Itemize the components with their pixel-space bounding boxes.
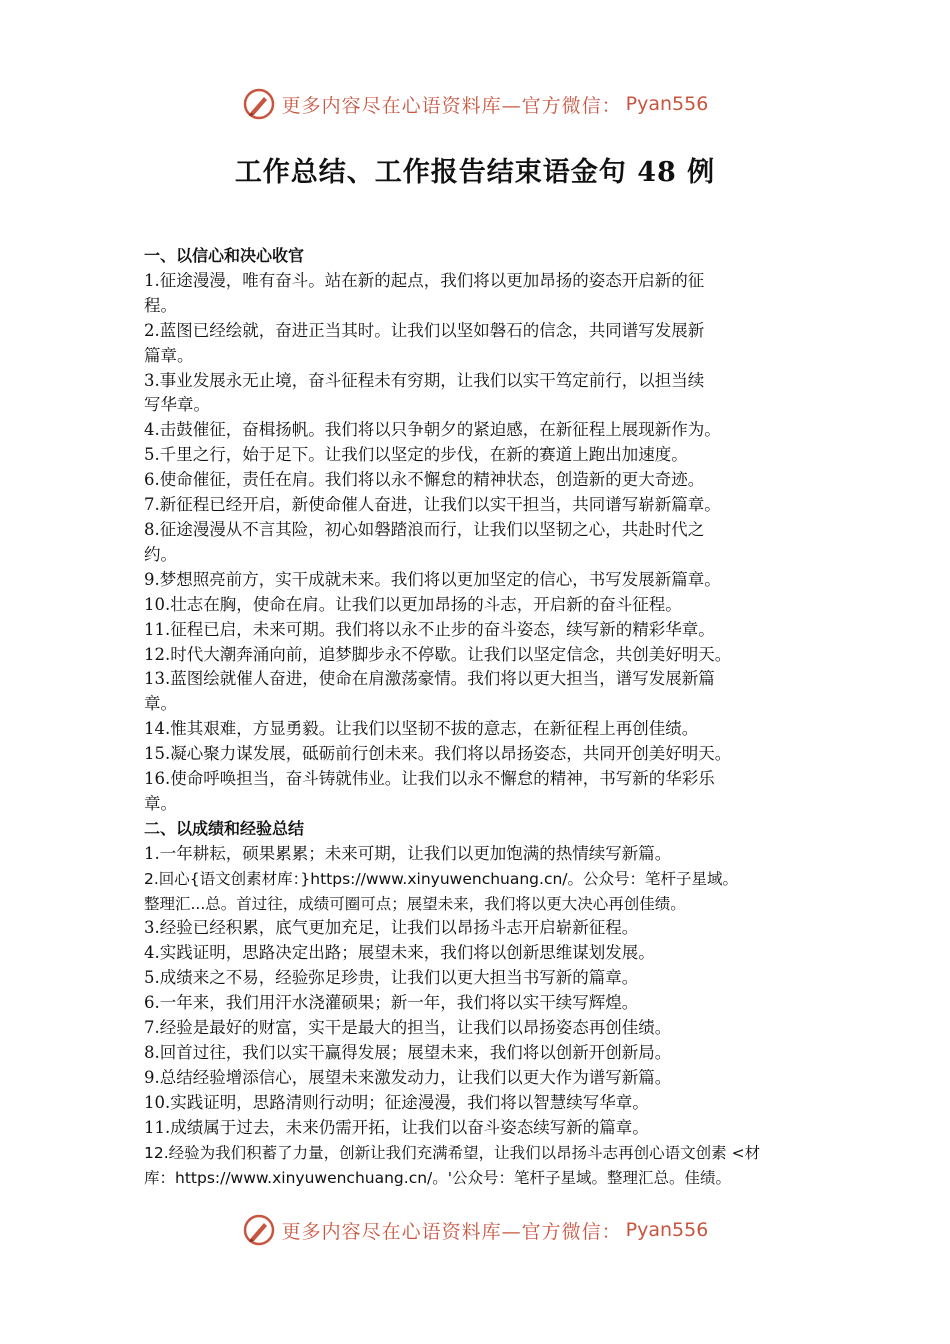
text-line: 8.征途漫漫从不言其险，初心如磐踏浪而行，让我们以坚韧之心，共赴时代之 <box>144 519 705 539</box>
text-line: 7.新征程已经开启，新使命催人奋进，让我们以实干担当，共同谱写崭新篇章。 <box>144 495 721 515</box>
text-line: 章。 <box>144 793 177 813</box>
text-line: 6.使命催征，责任在肩。我们将以永不懈怠的精神状态，创造新的更大奇迹。 <box>144 470 705 490</box>
header-banner <box>0 84 950 124</box>
text-line: 10.实践证明，思路清则行动明；征途漫漫，我们将以智慧续写华章。 <box>144 1092 649 1112</box>
text-line: 5.千里之行，始于足下。让我们以坚定的步伐，在新的赛道上跑出加速度。 <box>144 445 688 465</box>
pen-logo-icon <box>242 87 276 121</box>
banner-text: 更多内容尽在心语资料库—官方微信： <box>281 1220 622 1243</box>
document-title: 工作总结、工作报告结束语金句 48 例 <box>234 157 716 188</box>
text-line: 约。 <box>144 544 177 564</box>
banner-wechat-id: Pyan556 <box>625 93 709 115</box>
section-heading: 二、以成绩和经验总结 <box>144 818 305 838</box>
text-line: 12.时代大潮奔涌向前，追梦脚步永不停歇。让我们以坚定信念，共创美好明天。 <box>144 644 732 664</box>
text-line: 15.凝心聚力谋发展，砥砺前行创未来。我们将以昂扬姿态，共同开创美好明天。 <box>144 744 732 764</box>
text-line: 2.蓝图已经绘就，奋进正当其时。让我们以坚如磐石的信念，共同谱写发展新 <box>144 320 705 340</box>
banner-wechat-id: Pyan556 <box>625 1219 709 1241</box>
text-line: 章。 <box>144 694 177 714</box>
section-heading: 一、以信心和决心收官 <box>144 246 305 265</box>
text-line: 14.惟其艰难，方显勇毅。让我们以坚韧不拔的意志，在新征程上再创佳绩。 <box>144 719 699 739</box>
pen-logo-icon <box>242 1213 276 1247</box>
text-line: 整理汇...总。首过往，成绩可圈可点；展望未来，我们将以更大决心再创佳绩。 <box>144 894 686 913</box>
text-line: 4.实践证明，思路决定出路；展望未来，我们将以创新思维谋划发展。 <box>144 943 655 963</box>
text-line: 8.回首过往，我们以实干赢得发展；展望未来，我们将以创新开创新局。 <box>144 1043 672 1062</box>
text-line: 11.成绩属于过去，未来仍需开拓，让我们以奋斗姿态续写新的篇章。 <box>144 1117 649 1137</box>
text-line: 12.经验为我们积蓄了力量，创新让我们充满希望，让我们以昂扬斗志再创心语文创素 <材 <box>144 1143 761 1162</box>
text-line: 程。 <box>144 295 177 315</box>
text-line: 9.总结经验增添信心，展望未来激发动力，让我们以更大作为谱写新篇。 <box>144 1067 672 1087</box>
text-line: 1.一年耕耘，硕果累累；未来可期，让我们以更加饱满的热情续写新篇。 <box>144 843 672 863</box>
text-line: 库：https://www.xinyuwenchuang.cn/。'公众号：笔杆子星域。整理汇总。佳绩。 <box>144 1168 732 1187</box>
text-line: 6.一年来，我们用汗水浇灌硕果；新一年，我们将以实干续写辉煌。 <box>144 993 639 1013</box>
text-line: 3.事业发展永无止境，奋斗征程未有穷期，让我们以实干笃定前行，以担当续 <box>144 370 705 390</box>
text-line: 10.壮志在胸，使命在肩。让我们以更加昂扬的斗志，开启新的奋斗征程。 <box>144 594 682 614</box>
text-line: 16.使命呼唤担当，奋斗铸就伟业。让我们以永不懈怠的精神，书写新的华彩乐 <box>144 769 715 789</box>
text-line: 5.成绩来之不易，经验弥足珍贵，让我们以更大担当书写新的篇章。 <box>144 968 639 988</box>
banner-text: 更多内容尽在心语资料库—官方微信： <box>281 94 622 117</box>
text-line: 3.经验已经积累，底气更加充足，让我们以昂扬斗志开启崭新征程。 <box>144 918 639 938</box>
text-line: 9.梦想照亮前方，实干成就未来。我们将以更加坚定的信心，书写发展新篇章。 <box>144 569 721 589</box>
document-body <box>144 244 814 1190</box>
text-line: 2.回心{语文创素材库：}https://www.xinyuwenchuang.cn/。公众号：笔杆子星域。 <box>144 869 739 888</box>
text-line: 写华章。 <box>144 395 210 415</box>
text-line: 13.蓝图绘就催人奋进，使命在肩激荡豪情。我们将以更大担当，谱写发展新篇 <box>144 669 715 689</box>
footer-banner <box>0 1210 950 1250</box>
text-line: 篇章。 <box>144 345 194 365</box>
text-line: 7.经验是最好的财富，实干是最大的担当，让我们以昂扬姿态再创佳绩。 <box>144 1018 672 1038</box>
text-line: 4.击鼓催征，奋楫扬帆。我们将以只争朝夕的紧迫感，在新征程上展现新作为。 <box>144 420 721 440</box>
text-line: 1.征途漫漫，唯有奋斗。站在新的起点，我们将以更加昂扬的姿态开启新的征 <box>144 270 705 290</box>
text-line: 11.征程已启，未来可期。我们将以永不止步的奋斗姿态，续写新的精彩华章。 <box>144 619 715 639</box>
